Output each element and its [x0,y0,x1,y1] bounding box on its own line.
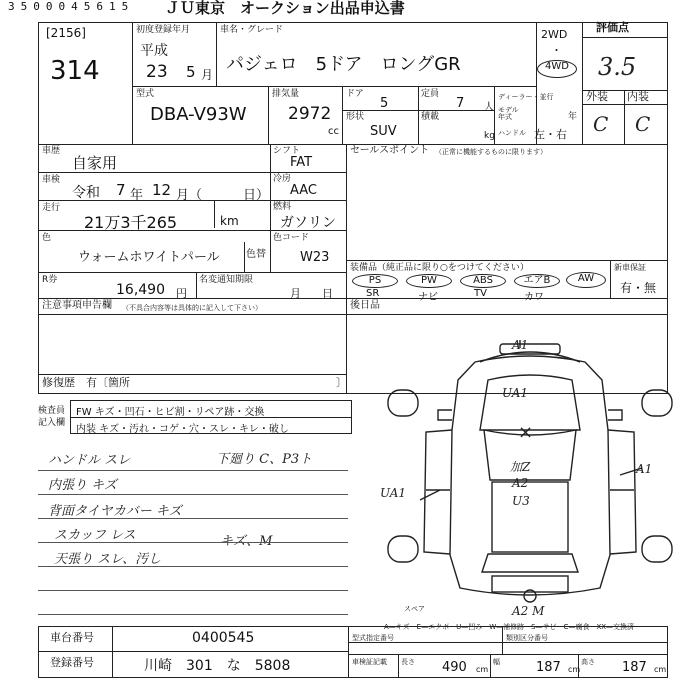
diagram-mark-roof-x: × [518,422,534,443]
note-3: 背面タイヤカバー キズ [48,504,182,519]
repair-close: 〕 [336,376,347,389]
height-label: 高さ [581,658,595,666]
color-code-value: W23 [300,250,330,265]
repair-value: 有〔箇所 [86,376,130,389]
width-label: 幅 [493,658,500,666]
name-change-month: 月 [290,287,301,300]
grade-score: 3.5 [598,53,637,81]
capacity-unit: 人 [484,102,494,113]
registration-label: 初度登録年月 [136,25,191,35]
equip-abs-label: ABS [473,275,493,286]
diagram-mark-center-1: 加Z [510,460,531,474]
post-fit-label: 後日品 [350,300,380,311]
checker-row-1: FW キズ・凹石・ヒビ割・リペア跡・交換 [76,407,265,418]
cert-type-label: 型式指定番号 [352,634,394,642]
ac-label: 冷房 [273,174,292,184]
width-unit: cm [568,665,581,674]
color-value: ウォームホワイトパール [78,250,220,265]
equip-ps-label: PS [368,275,382,286]
shape-label: 形状 [346,112,365,122]
chassis-label: 車台番号 [50,631,94,644]
registration-year: 23 [146,62,168,82]
equip-abs [460,274,506,288]
car-name: パジェロ 5ドア ロングGR [226,54,461,75]
lot-ref: [2156] [46,26,86,40]
note-right-2: キズ、M [220,534,273,549]
note-2: 内張り キズ [48,478,117,493]
capacity-value: 7 [456,96,465,111]
diagram-mark-right: A1 [636,462,653,476]
equip-tv: TV [474,288,487,299]
interior-label: 内装 [627,90,649,103]
color-label: 色 [42,233,52,243]
height-unit: cm [654,665,667,674]
diagram-mark-top: A1 [512,338,529,352]
handle-label: ハンドル [498,129,526,137]
equip-aw-label: AW [577,273,595,284]
width-value: 187 [536,660,561,675]
inspection-month: 12 [152,181,172,199]
sales-point-sub: （正常に機能するものに限ります） [435,148,547,156]
new-car-value: 有・無 [620,281,657,295]
drive-4wd: 4WD [545,61,569,72]
displacement-value: 2972 [288,104,332,124]
displacement-unit: cc [328,126,339,137]
category-label: 類別区分番号 [506,634,548,642]
car-name-label: 車名・グレード [220,25,284,35]
dealer-label: ディーラー・並行 [498,93,554,101]
diagram-mark-front: UA1 [502,386,529,400]
shift-label: シフト [273,146,301,156]
exterior-grade: C [593,112,609,136]
color-change-label: 色替 [246,249,266,260]
name-change-label: 名変通知期限 [199,275,254,285]
repair-label: 修復歴 [42,376,75,389]
inspection-label: 車検 [42,175,61,185]
recycle-label: R券 [42,275,58,285]
checker-row-2: 内装 キズ・汚れ・コゲ・穴・スレ・キレ・破し [76,424,289,435]
equip-pw-label: PW [421,275,437,286]
usage-label: 車歴 [42,146,61,156]
equip-airbag-label: エアB [523,275,551,286]
plate-label: 登録番号 [50,656,94,669]
inspection-year: 7 [116,181,126,199]
ac-value: AAC [290,183,317,198]
damage-legend: A—キズ E—エクボ U—凹み W—補修跡 S—サビ C—腐食 XX—交換済 [384,623,635,631]
sales-point-label: セールスポイント [350,145,430,156]
note-1: ハンドル スレ [48,453,131,468]
drive-4wd-circled [537,60,577,78]
height-value: 187 [622,660,647,675]
model-year-label: モデル年式 [498,106,519,121]
inspection-month-unit: 月（ [176,188,203,203]
capacity-label: 定員 [421,89,440,99]
shift-value: FAT [290,155,313,170]
load-label: 積載 [421,112,440,122]
name-change-day: 日 [322,287,333,300]
checker-label-1: 検査員 [38,406,66,416]
equipment-label: 装備品（純正品に限り○をつけてください） [350,263,529,273]
diagram-mark-center-3: U3 [512,494,530,508]
dimensions-label: 車検証記載 [352,658,387,666]
note-right-1: 下廻り C、P3ト [216,452,313,467]
equip-pw [406,274,452,288]
inspection-era: 令和 [72,185,100,201]
equip-airbag [514,274,560,288]
checker-label-2: 記入欄 [38,418,66,428]
load-unit: kg [484,131,495,141]
diagram-mark-center-2: A2 [512,476,529,490]
car-damage-diagram [380,340,680,630]
new-car-label: 新車保証 [614,263,646,272]
shape-value: SUV [370,124,397,139]
model-value: DBA-V93W [150,104,247,125]
inspection-year-unit: 年 [130,188,144,203]
diagram-mark-bottom: A2 M [512,604,545,618]
doors-value: 5 [380,96,389,111]
notes-label: 注意事項申告欄 [42,300,112,311]
displacement-label: 排気量 [272,89,300,99]
recycle-unit: 円 [176,287,187,300]
length-value: 490 [442,660,467,675]
notes-sub-label: （不具合内容等は具体的に記入して下さい） [122,304,262,312]
registration-month-unit: 月 [201,68,214,82]
color-code-label: 色コード [273,233,310,243]
diagram-spare-label: スペア [404,605,425,613]
equip-navi: ナビ [418,292,438,303]
note-5: 天張り スレ、汚し [54,552,162,567]
note-4: スカッフ レス [54,528,136,543]
inspection-end: 日） [243,188,270,203]
model-year-unit: 年 [568,112,578,122]
mileage-value: 21万3千265 [84,213,178,232]
handle-value: 左・右 [534,128,567,141]
lot-number: 314 [50,56,100,86]
drive-2wd: 2WD [541,28,568,41]
fuel-value: ガソリン [280,215,336,231]
length-label: 長さ [401,658,415,666]
mileage-unit: km [220,214,239,228]
drive-dot: ・ [551,44,562,57]
mileage-label: 走行 [42,203,61,213]
grade-label: 評価点 [596,21,629,34]
registration-month: 5 [186,63,196,81]
registration-era: 平成 [140,43,168,59]
equip-leather: カワ [524,292,544,303]
model-label: 型式 [136,89,155,99]
plate-value: 川崎 301 な 5808 [144,658,291,674]
length-unit: cm [476,665,489,674]
recycle-value: 16,490 [116,282,165,298]
chassis-value: 0400545 [192,630,255,646]
equip-aw [566,272,606,288]
equip-ps [352,274,398,288]
diagram-mark-left: UA1 [380,486,407,500]
auction-title: ＪＵ東京 オークション出品申込書 [165,0,405,17]
fuel-label: 燃料 [273,202,292,212]
equip-sr: SR [366,288,380,299]
exterior-label: 外装 [586,90,608,103]
usage-value: 自家用 [72,154,118,172]
doors-label: ドア [346,89,364,99]
interior-grade: C [635,112,651,136]
barcode-number: 3500045615 [8,0,135,13]
